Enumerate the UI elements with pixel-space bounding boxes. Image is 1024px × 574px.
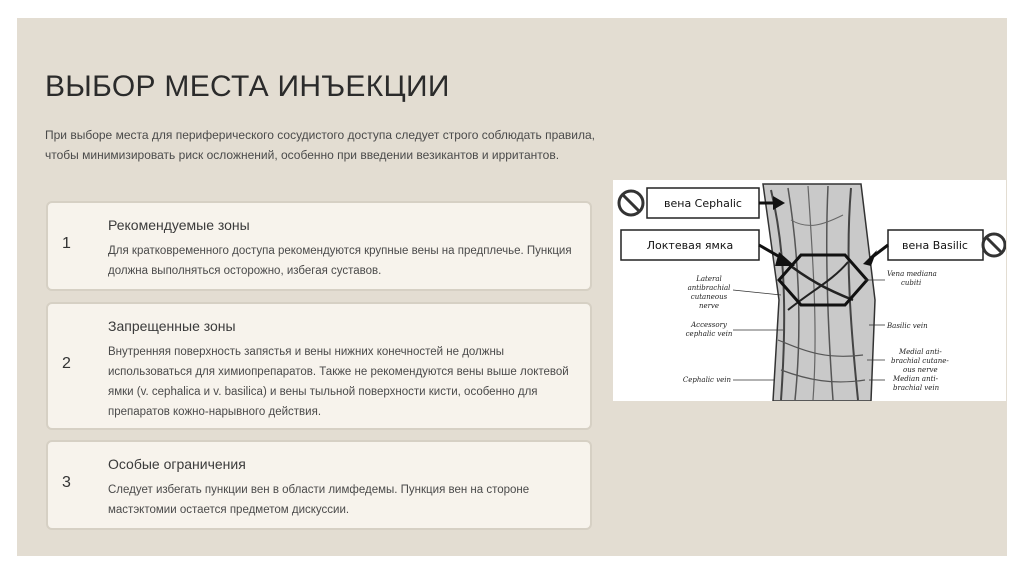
annotation-label: brachial vein <box>893 384 940 392</box>
arm-veins-figure <box>613 180 1006 401</box>
card-text: Для кратковременного доступа рекомендуются крупные вены на предплечье. Пункция должна выполняться осторожно, избегая суставов. <box>108 245 572 277</box>
card-number: 3 <box>62 474 71 491</box>
card-title: Особые ограничения <box>108 456 246 472</box>
prohibited-icon <box>983 234 1005 256</box>
card-title: Рекомендуемые зоны <box>108 217 250 233</box>
prohibited-icon <box>619 191 643 215</box>
annotation-label: Vena mediana <box>887 270 937 278</box>
annotation-label: Medial anti- <box>899 348 942 356</box>
slide <box>17 18 1007 556</box>
label-cephalic <box>647 188 759 218</box>
card-forbidden-zones <box>46 302 592 430</box>
card-number: 2 <box>62 355 71 372</box>
left-annotations <box>683 275 733 384</box>
annotation-label: Basilic vein <box>887 322 928 330</box>
card-title: Запрещенные зоны <box>108 318 236 334</box>
label-basilic-text: вена Basilic <box>902 239 968 252</box>
card-special-restrictions <box>46 440 592 530</box>
card-text: Внутренняя поверхность запястья и вены нижних конечностей не должны использоваться для химиопрепаратов. Также не рекомендуются вены выше локтевой ямки (v. cephalica и v. basilica) и вены тыльной поверхности кисти, особенно для препаратов кожно-нарывного действия. <box>108 346 569 418</box>
annotation-label: antibrachial <box>687 284 731 292</box>
annotation-label: cutaneous <box>690 293 728 301</box>
annotation-label: nerve <box>698 302 720 310</box>
card-recommended-zones <box>46 201 592 291</box>
card-text: Следует избегать пункции вен в области лимфедемы. Пункция вен на стороне мастэктомии остается предметом дискуссии. <box>108 484 530 516</box>
annotation-label: Median anti- <box>893 375 939 383</box>
intro-text: При выборе места для периферического сосудистого доступа следует строго соблюдать правила, чтобы минимизировать риск осложнений, особенно при введении везикантов и ирритантов. <box>45 128 596 162</box>
annotation-label: ous nerve <box>903 366 938 374</box>
label-basilic <box>888 230 983 260</box>
right-annotations <box>886 270 949 392</box>
annotation-label: Cephalic vein <box>682 376 732 384</box>
annotation-label: brachial cutane- <box>891 357 949 365</box>
label-cephalic-text: вена Cephalic <box>664 197 742 210</box>
card-number: 1 <box>62 235 71 252</box>
arm-illustration <box>763 184 875 401</box>
annotation-label: cephalic vein <box>685 330 733 338</box>
annotation-label: cubiti <box>901 279 922 287</box>
label-cubital-text: Локтевая ямка <box>646 239 734 252</box>
page-title: ВЫБОР МЕСТА ИНЪЕКЦИИ <box>45 70 450 103</box>
annotation-label: Lateral <box>696 275 722 283</box>
annotation-label: Accessory <box>691 321 727 329</box>
label-cubital <box>621 230 759 260</box>
